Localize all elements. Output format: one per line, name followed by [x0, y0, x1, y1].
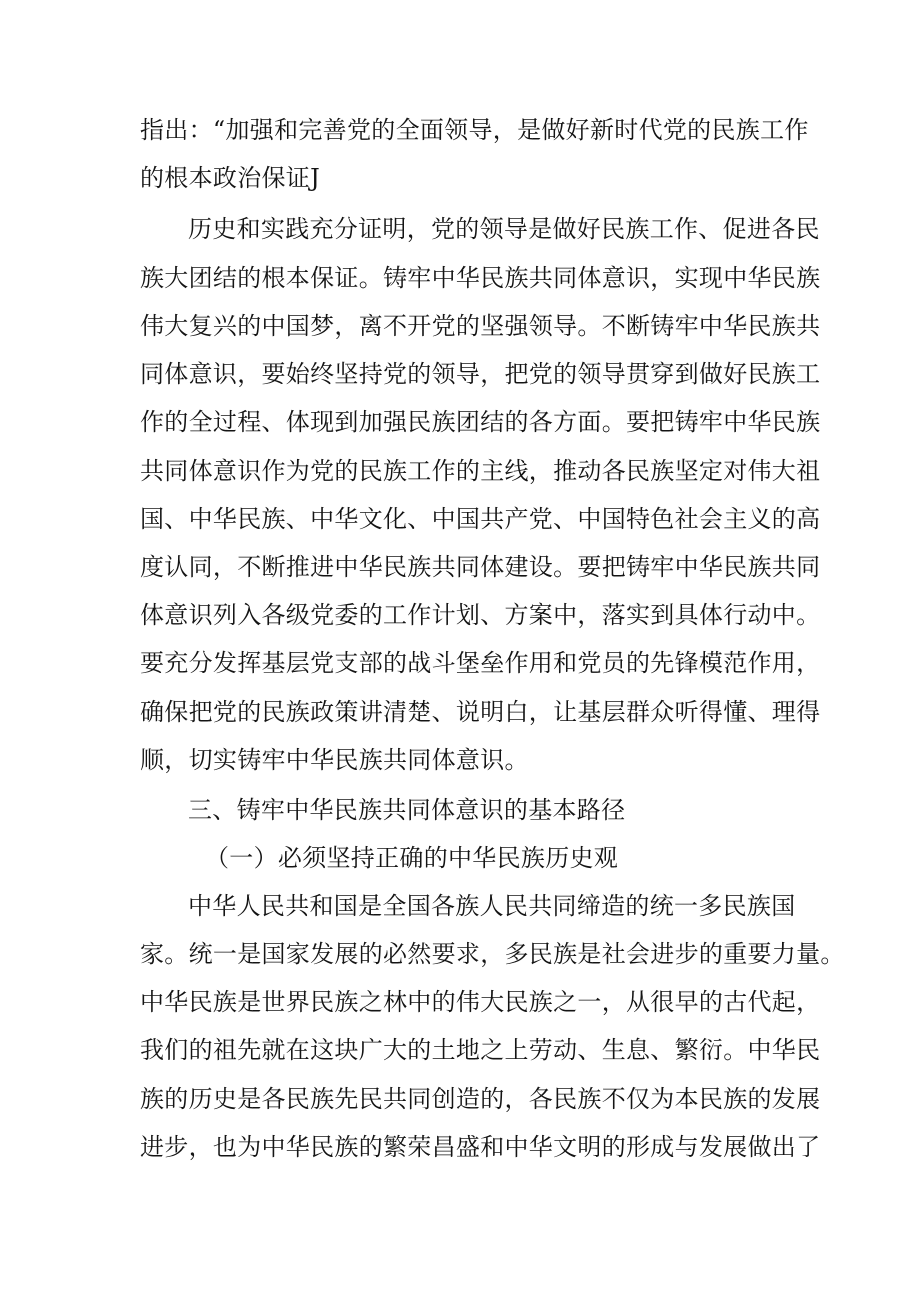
text-line-1: 指出：“加强和完善党的全面领导，是做好新时代党的民族工作: [140, 116, 809, 144]
text-line-9: 国、中华民族、中华文化、中国共产党、中国特色社会主义的高: [140, 505, 821, 533]
text-line-19: 中华民族是世界民族之林中的伟大民族之一，从很早的古代起，: [140, 988, 821, 1016]
text-line-14: 顺，切实铸牢中华民族共同体意识。: [140, 746, 529, 774]
text-line-12: 要充分发挥基层党支部的战斗堡垒作用和党员的先锋模范作用，: [140, 649, 821, 677]
text-line-11: 体意识列入各级党委的工作计划、方案中，落实到具体行动中。: [140, 601, 821, 629]
text-line-20: 我们的祖先就在这块广大的土地之上劳动、生息、繁衍。中华民: [140, 1036, 821, 1064]
text-line-13: 确保把党的民族政策讲清楚、说明白，让基层群众听得懂、理得: [140, 698, 821, 726]
text-line-10: 度认同，不断推进中华民族共同体建设。要把铸牢中华民族共同: [140, 553, 821, 581]
text-line-22: 进步，也为中华民族的繁荣昌盛和中华文明的形成与发展做出了: [140, 1133, 821, 1161]
section-heading: 三、铸牢中华民族共同体意识的基本路径: [188, 796, 626, 824]
paragraph-start-line-2: 中华人民共和国是全国各族人民共同缔造的统一多民族国: [188, 892, 796, 920]
text-line-21: 族的历史是各民族先民共同创造的，各民族不仅为本民族的发展: [140, 1085, 821, 1113]
text-line-18: 家。统一是国家发展的必然要求，多民族是社会进步的重要力量。: [140, 940, 845, 968]
text-line-6: 同体意识，要始终坚持党的领导，把党的领导贯穿到做好民族工: [140, 360, 821, 388]
subsection-heading: （一）必须坚持正确的中华民族历史观: [205, 844, 619, 872]
text-line-5: 伟大复兴的中国梦，离不开党的坚强领导。不断铸牢中华民族共: [140, 312, 821, 340]
text-line-8: 共同体意识作为党的民族工作的主线，推动各民族坚定对伟大祖: [140, 457, 821, 485]
text-line-7: 作的全过程、体现到加强民族团结的各方面。要把铸牢中华民族: [140, 408, 821, 436]
text-line-2: 的根本政治保证J: [140, 164, 321, 192]
paragraph-start-line: 历史和实践充分证明，党的领导是做好民族工作、促进各民: [188, 215, 820, 243]
text-line-4: 族大团结的根本保证。铸牢中华民族共同体意识，实现中华民族: [140, 264, 821, 292]
